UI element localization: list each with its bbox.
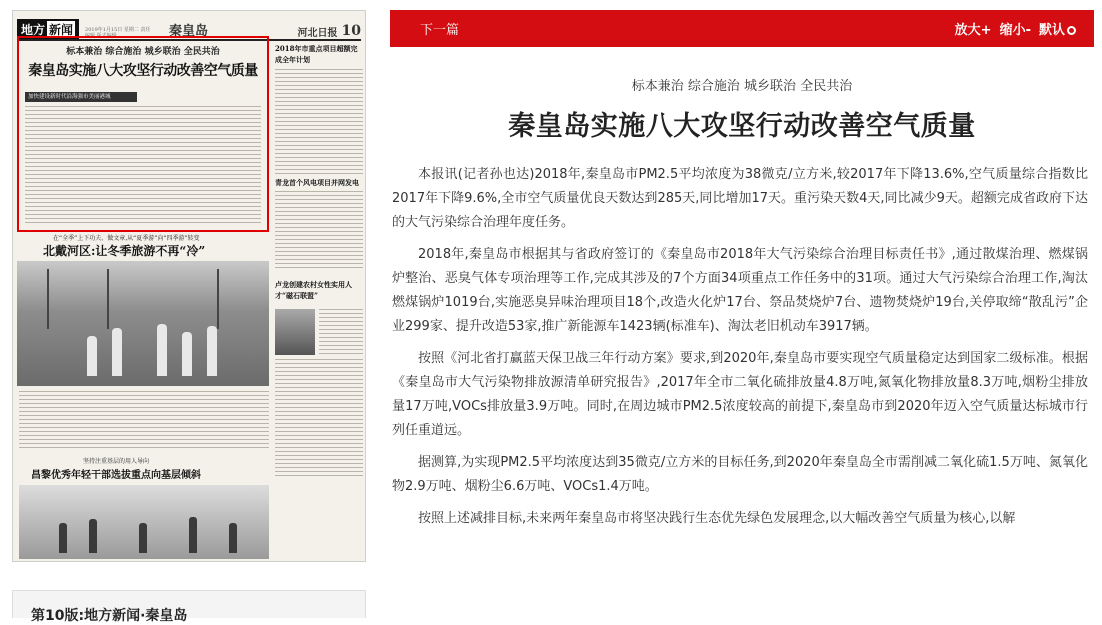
- article-paragraph: 本报讯(记者孙也达)2018年,秦皇岛市PM2.5平均浓度为38微克/立方米,较2017年下降13.6%,空气质量综合指数比2017年下降9.6%,全市空气质量优良天数达到285天,同比增加17天。重污染天数4天,同比减少9天。超额完成省政府下达的大气污染综合治理年度任务。: [392, 167, 1088, 230]
- page-selector[interactable]: 第10版:地方新闻·秦皇岛: [12, 590, 366, 618]
- article-paragraph: 按照《河北省打赢蓝天保卫战三年行动方案》要求,到2020年,秦皇岛市要实现空气质量稳定达到国家二级标准。根据《秦皇岛市大气污染物排放源清单研究报告》,2017年全市二氧化硫排放量4.8万吨,氮氧化物排放量8.3万吨,烟粉尘排放量17万吨,VOCs排放量3.9万吨。同时,在周边城市PM2.5浓度较高的前提下,秦皇岛市到2020年迈入空气质量达标城市行列任重道远。: [392, 351, 1088, 438]
- article-paragraph: 按照上述减排目标,未来两年秦皇岛市将坚决践行生态优先绿色发展理念,以大幅改善空气质量为核心,以解: [418, 511, 1016, 526]
- photo-figure: [229, 523, 237, 553]
- story3-headline[interactable]: 昌黎优秀年轻干部选拔重点向基层倾斜: [31, 470, 201, 481]
- photo-tree: [47, 269, 49, 329]
- newspaper-page-image[interactable]: [12, 10, 366, 562]
- side-photo: [275, 309, 315, 355]
- side-text-lines-3b: [275, 359, 363, 479]
- circle-icon: [1067, 26, 1076, 35]
- section-label: 地方: [21, 22, 46, 37]
- photo-figure: [89, 519, 97, 553]
- article-panel: [390, 10, 1094, 608]
- photo-figure: [189, 517, 197, 553]
- photo-tree: [217, 269, 219, 329]
- zoom-in-button[interactable]: 放大+: [954, 23, 992, 38]
- article-paragraph: 据测算,为实现PM2.5平均浓度达到35微克/立方米的目标任务,到2020年秦皇岛全市需削减二氧化硫1.5万吨、氮氧化物2.9万吨、烟粉尘6.6万吨、VOCs1.4万吨。: [392, 455, 1088, 494]
- story2-photo[interactable]: [17, 261, 269, 386]
- next-article-link[interactable]: 下一篇: [420, 23, 460, 38]
- font-size-tools: [947, 19, 1076, 38]
- story3-photo[interactable]: [19, 485, 269, 559]
- page-number: 10: [341, 23, 361, 39]
- section-label-highlight: 新闻: [49, 22, 74, 37]
- photo-figure: [207, 326, 217, 376]
- story3-kicker: 坚持注重基层的用人导向: [83, 458, 150, 465]
- article-subhead: 标本兼治 综合施治 城乡联治 全民共治: [631, 79, 853, 94]
- article-block-text-lines: [25, 106, 261, 226]
- article-block-subhead: 标本兼治 综合施治 城乡联治 全民共治: [66, 47, 220, 57]
- side-text-lines-3a: [319, 309, 363, 355]
- side-headline-1[interactable]: 2018年市重点项目超额完成全年计划: [275, 44, 358, 64]
- page-thumbnail-panel: [12, 10, 368, 624]
- zoom-out-button[interactable]: 缩小-: [999, 23, 1031, 38]
- city-label: 秦皇岛: [169, 24, 209, 39]
- article-title: 秦皇岛实施八大攻坚行动改善空气质量: [508, 111, 976, 142]
- article-block-band: 加快建设新时代沿海强市美丽港城: [25, 92, 137, 102]
- photo-figure: [112, 328, 122, 376]
- edition-meta: 2019年1月15日 星期二 责任编辑 版式编辑: [85, 27, 151, 39]
- story2-headline[interactable]: 北戴河区:让冬季旅游不再“冷”: [43, 244, 206, 258]
- side-headline-2[interactable]: 青龙首个风电项目并网发电: [275, 178, 359, 187]
- article-body: [390, 143, 1094, 531]
- article-paragraph: 2018年,秦皇岛市根据其与省政府签订的《秦皇岛市2018年大气污染综合治理目标责任书》,通过散煤治理、燃煤锅炉整治、恶臭气体专项治理等工作,完成其涉及的7个方面34项重点工作任务中的31项。通过大气污染综合治理工作,淘汰燃煤锅炉1019台,实施恶臭异味治理项目18个,改造火化炉17台、祭品焚烧炉7台、遗物焚烧炉19台,关停取缔“散乱污”企业299家、提升改造53家,推广新能源车1423辆(标准车)、淘汰老旧机动车3917辆。: [392, 247, 1088, 334]
- photo-figure: [157, 324, 167, 376]
- side-headline-3[interactable]: 卢龙创建农村女性实用人才“磁石联盟”: [275, 280, 352, 300]
- selected-article-region[interactable]: [17, 36, 269, 232]
- story2-kicker: 在“全季”上下功夫、做文章,从“夏季游”向“四季游”转变: [53, 235, 200, 242]
- photo-figure: [87, 336, 97, 376]
- side-text-lines-2: [275, 191, 363, 271]
- photo-figure: [139, 523, 147, 553]
- photo-figure: [59, 523, 67, 553]
- default-size-button[interactable]: [1039, 19, 1076, 38]
- article-toolbar: [390, 10, 1094, 47]
- masthead: 河北日报: [297, 28, 338, 39]
- photo-figure: [182, 332, 192, 376]
- side-text-lines-1: [275, 69, 363, 175]
- article-block-headline: 秦皇岛实施八大攻坚行动改善空气质量: [28, 63, 258, 79]
- default-size-label: 默认: [1038, 23, 1065, 38]
- photo-tree: [107, 269, 109, 329]
- story2-text-lines: [19, 391, 269, 451]
